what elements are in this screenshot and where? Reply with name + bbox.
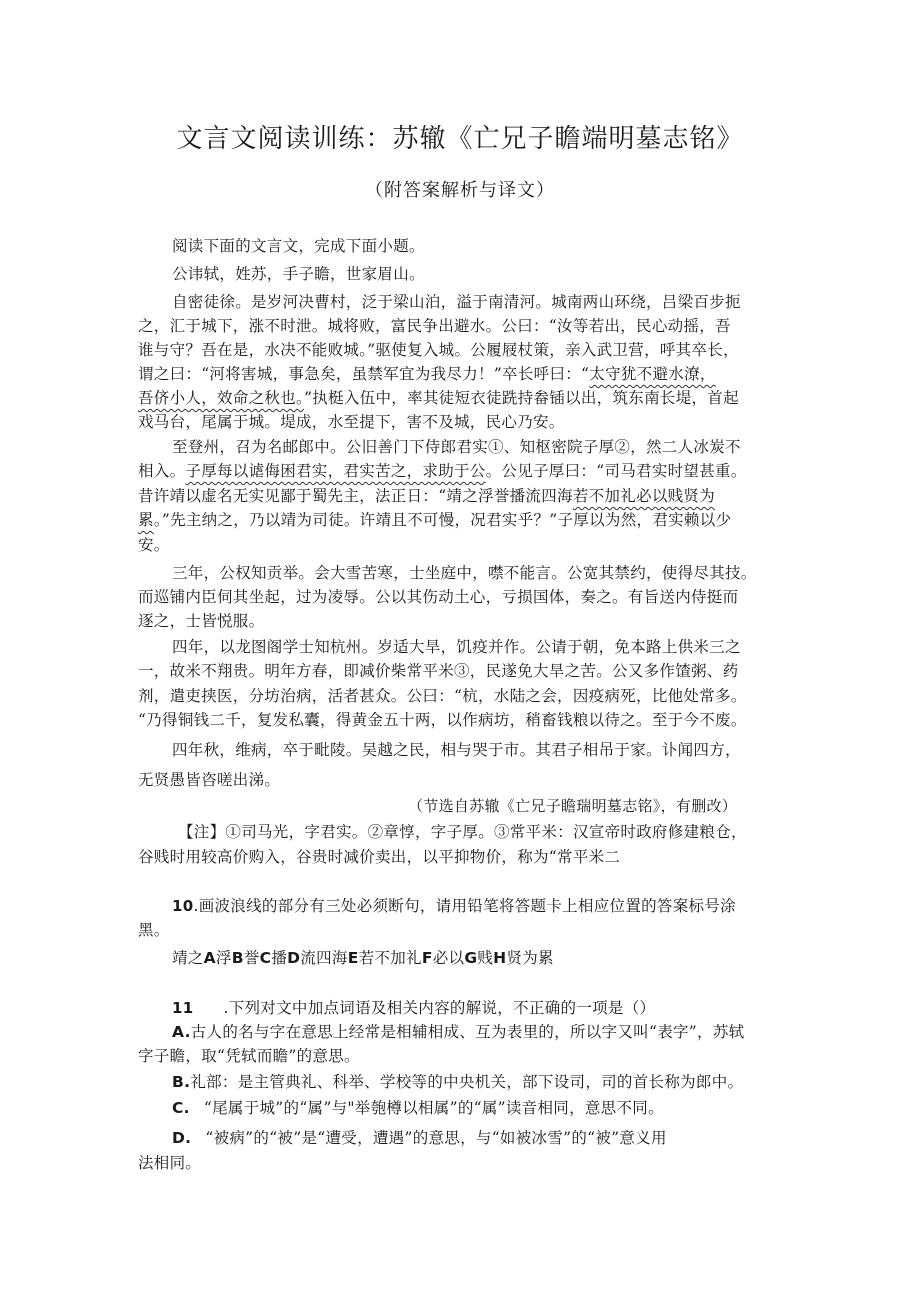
passage-p3-line4 xyxy=(138,508,731,530)
text-span: “尾属于城”的“属”与"举匏樽以相属”的“属”读音相同，意思不同。 xyxy=(203,1099,664,1117)
break-marker[interactable]: A xyxy=(203,949,216,967)
break-marker[interactable]: B xyxy=(231,949,244,967)
break-marker[interactable]: E xyxy=(347,949,359,967)
page-title: 文言文阅读训练：苏辙《亡兄子瞻端明墓志铭》 xyxy=(176,124,744,154)
option-b[interactable] xyxy=(172,1070,743,1092)
break-marker[interactable]: G xyxy=(464,949,478,967)
text-span: 古人的名与字在意思上经常是相辅相成、互为表里的，所以字又叫“表字”，苏轼 xyxy=(190,1023,745,1041)
option-label: C. xyxy=(172,1099,190,1117)
passage-p2-line2: 之，汇于城下，涨不时泄。城将败，富民争出避水。公曰：“汝等若出，民心动摇，吾 xyxy=(138,317,731,335)
option-c[interactable] xyxy=(172,1096,664,1118)
wavy-underlined-text: 若不加礼必以贱贤为 xyxy=(572,487,716,505)
wavy-underlined-text: 太守犹不避水潦， xyxy=(589,365,716,383)
text-span: .下列对文中加点词语及相关内容的解说，不正确的一项是（） xyxy=(223,999,656,1017)
text-span: 贱 xyxy=(477,949,494,967)
question-11-stem xyxy=(172,996,655,1018)
text-span: “被病”的“被”是“遭受，遭遇”的意思，与“如被冰雪”的“被”意义用 xyxy=(205,1129,667,1147)
passage-p4-line2: 而巡铺内臣伺其坐起，过为凌辱。公以其伤动土心，亏损国体，奏之。有旨送内侍挺而 xyxy=(138,588,739,606)
source-citation: （节选自苏辙《亡兄子瞻瑞明墓志铭》，有删改） xyxy=(408,797,738,815)
break-marker[interactable]: F xyxy=(421,949,433,967)
passage-p1: 公讳轼，姓苏，手子瞻，世家眉山。 xyxy=(172,265,425,283)
passage-intro: 阅读下面的文言文，完成下面小题。 xyxy=(172,237,425,255)
question-10-segments xyxy=(172,946,554,968)
option-a-line1[interactable] xyxy=(172,1020,744,1042)
text-span: 必以 xyxy=(432,949,465,967)
passage-p4-line3: 逐之，士皆悦服。 xyxy=(138,612,265,630)
note-line1: 【注】①司马光，字君实。②章惇，字子厚。③常平米：汉宣帝时政府修建粮仓， xyxy=(178,823,747,841)
passage-p5-line4: “乃得铜钱二千，复发私囊，得黄金五十两，以作病坊，稍畜钱粮以待之。至于今不废。 xyxy=(138,711,747,729)
text-span: 谓之曰：“河将害城，事急矣，虽禁军宜为我尽力！”卒长呼曰：“ xyxy=(138,365,590,383)
option-label: D. xyxy=(172,1129,192,1147)
passage-p2-line1: 自密徒徐。是岁河决曹村，泛于梁山泊，溢于南清河。城南两山环绕，吕梁百步扼 xyxy=(172,293,741,311)
text-span: 。”先主纳之，乃以靖为司徒。许靖且不可慢，况君实乎？”子厚以为然，君实赖以少 xyxy=(153,511,732,529)
text-span: 誉 xyxy=(243,949,260,967)
passage-p2-line5 xyxy=(138,386,739,408)
question-10-line1 xyxy=(172,894,736,916)
text-span: 浮 xyxy=(215,949,232,967)
option-label: B. xyxy=(172,1073,191,1091)
wavy-underlined-text: 吾侪小人，效命之秋也。 xyxy=(138,389,305,407)
text-span: 贤为累 xyxy=(506,949,554,967)
text-span: 相入。 xyxy=(138,462,186,480)
break-marker[interactable]: C xyxy=(259,949,272,967)
passage-p3-line1: 至登州，召为名邮郎中。公旧善门下侍郎君实①、知枢密院子厚②，然二人冰炭不 xyxy=(172,438,741,456)
passage-p3-line3 xyxy=(138,484,715,506)
passage-p4-line1: 三年，公权知贡举。会大雪苦寒，士坐庭中，噤不能言。公宽其禁约，使得尽其技。 xyxy=(172,564,757,582)
note-line2: 谷贱时用较高价购入，谷贵时减价卖出，以平抑物价，称为“常平米二 xyxy=(138,848,621,866)
option-a-line2: 字子瞻，取“凭轼而瞻”的意思。 xyxy=(138,1047,360,1065)
passage-p3-line2 xyxy=(138,459,747,481)
option-d-line1[interactable] xyxy=(172,1126,667,1148)
page-subtitle: （附答案解析与译文） xyxy=(365,180,555,201)
passage-p2-line6: 戏马台，尾属于城。堤成，水至提下，害不及城，民心乃安。 xyxy=(138,413,565,431)
passage-p6-line2: 无贤愚皆咨嗟出涕。 xyxy=(138,771,281,789)
text-span: 流四海 xyxy=(300,949,348,967)
text-span: 昔许靖以虚名无实见鄙于蜀先主，法正日：“靖之浮誉播流四海 xyxy=(138,487,573,505)
passage-p5-line2: 一，故米不翔贵。明年方春，即减价柴常平米③，民遂免大旱之苦。公又多作馇粥、药 xyxy=(138,662,739,680)
passage-p6-line1: 四年秋，维病，卒于毗陵。吴越之民，相与哭于市。其君子相吊于家。讣闻四方， xyxy=(172,741,741,759)
break-marker[interactable]: D xyxy=(287,949,301,967)
wavy-underlined-text: 累 xyxy=(138,511,154,529)
text-span: ”执梃入伍中，率其徒短衣徒跣持畚锸以出，筑东南长堤，首起 xyxy=(304,389,739,407)
wavy-underlined-text: 子厚每以谑侮困君实，君实苦之，求助于公 xyxy=(185,462,486,480)
option-label: A. xyxy=(172,1023,191,1041)
text-span: 礼部：是主管典礼、科举、学校等的中央机关，部下设司，司的首长称为郎中。 xyxy=(190,1073,744,1091)
text-span: .画波浪线的部分有三处必须断句，请用铅笔将答题卡上相应位置的答案标号涂 xyxy=(193,897,736,915)
passage-p5-line3: 剂，遣吏挟医，分坊治病，活者甚众。公曰：“杭，水陆之会，因疫病死，比他处常多。 xyxy=(138,687,747,705)
break-marker[interactable]: H xyxy=(493,949,507,967)
passage-p3-line5: 安。 xyxy=(138,536,170,554)
option-d-line2: 法相同。 xyxy=(138,1154,202,1172)
question-number: 10 xyxy=(172,897,194,915)
question-number: 11 xyxy=(172,999,194,1017)
text-span: 靖之 xyxy=(172,949,204,967)
passage-p2-line3: 谁与守？吾在是，水决不能败城。”驱使复入城。公履屐杖策，亲入武卫营，呼其卒长， xyxy=(138,341,739,359)
passage-p2-line4 xyxy=(138,362,716,384)
text-span: 播 xyxy=(271,949,288,967)
text-span: 若不加礼 xyxy=(358,949,422,967)
question-10-line2: 黑。 xyxy=(138,921,170,939)
text-span: 。公见子厚曰：“司马君实时望甚重。 xyxy=(485,462,747,480)
passage-p5-line1: 四年，以龙图阁学士知杭州。岁适大旱，饥疫并作。公请于朝，免本路上供米三之 xyxy=(172,638,741,656)
